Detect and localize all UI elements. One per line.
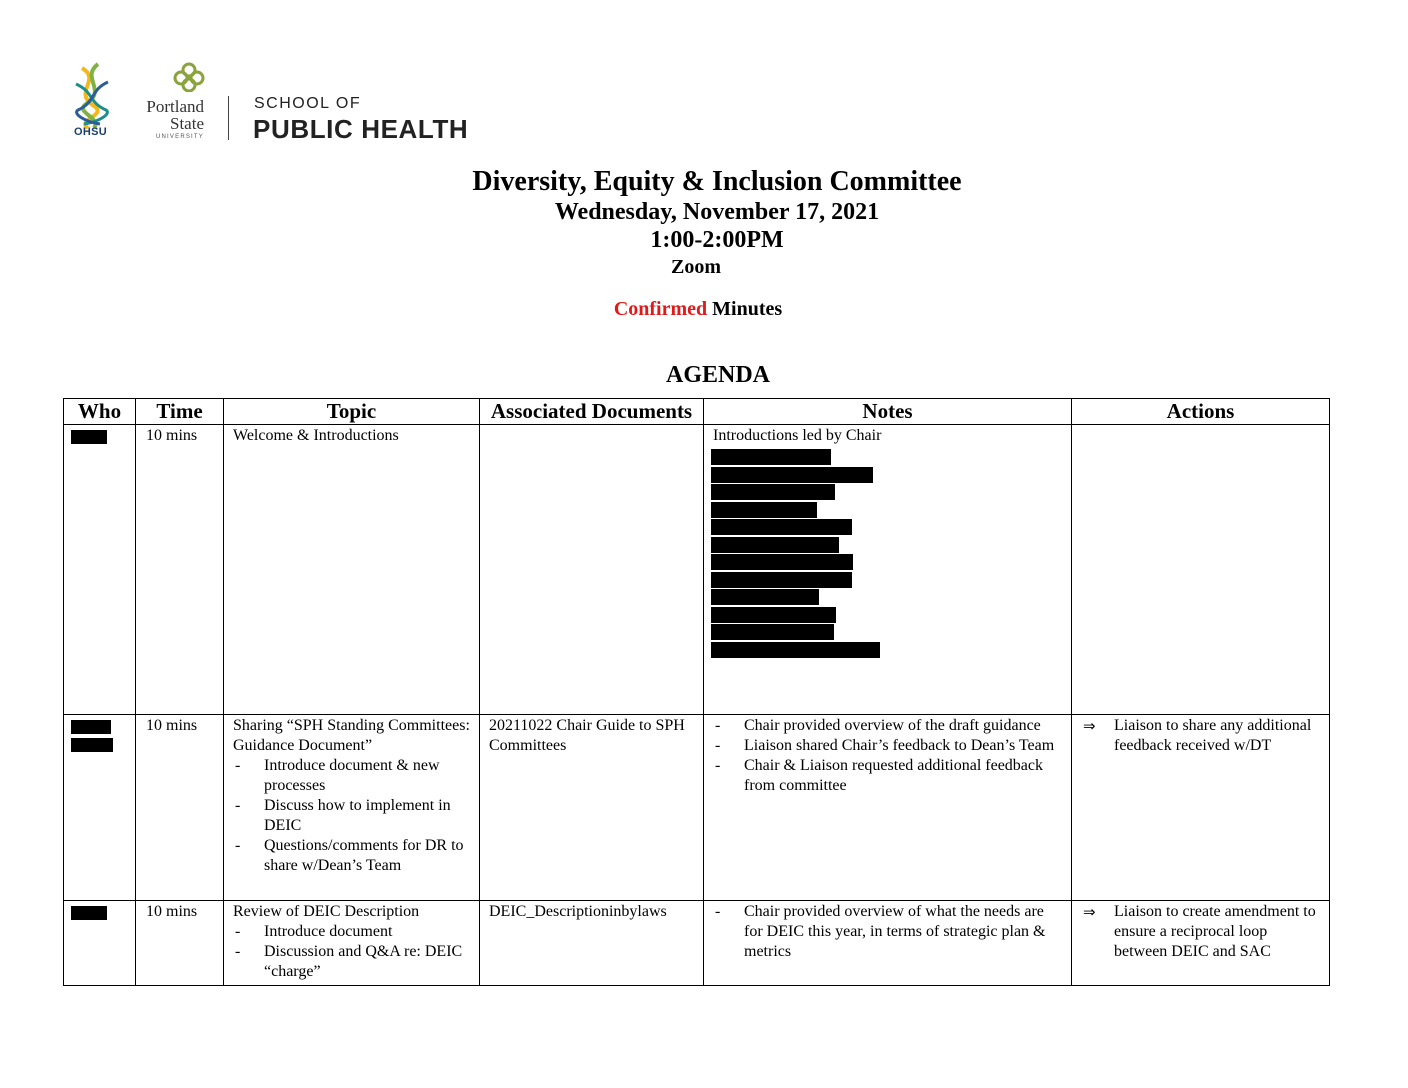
- minutes-label: Minutes: [707, 298, 783, 320]
- list-item: - Discussion and Q&A re: DEIC “charge”: [233, 942, 471, 982]
- action-item: ⇒ Liaison to create amendment to ensure a reciprocal loop between DEIC and SAC: [1081, 902, 1321, 962]
- who-cell: [64, 901, 136, 986]
- notes-intro: Introductions led by Chair: [713, 427, 882, 444]
- redacted-line: [713, 623, 1063, 641]
- actions-list: [1081, 902, 1321, 962]
- committee-title: Diversity, Equity & Inclusion Committee: [472, 166, 962, 197]
- redacted-line: [713, 483, 1063, 501]
- actions-cell: [1072, 425, 1330, 715]
- table-header-row: [64, 399, 1330, 425]
- school-of-label: SCHOOL OF: [254, 95, 362, 112]
- topic-cell: [224, 901, 480, 986]
- psu-knot-icon: [171, 62, 207, 92]
- actions-cell: [1072, 901, 1330, 986]
- redacted-line: [713, 641, 1063, 659]
- school-logo-block: [68, 62, 498, 144]
- list-item: - Introduce document: [233, 922, 471, 942]
- redacted-line: [713, 588, 1063, 606]
- table-row: [64, 901, 1330, 986]
- list-item: - Questions/comments for DR to share w/Dean’s Team: [233, 836, 471, 876]
- documents-cell: [480, 425, 704, 715]
- topic-cell: [224, 715, 480, 901]
- table-row: [64, 425, 1330, 715]
- logo-divider: [228, 96, 229, 140]
- topic-list: [233, 922, 471, 982]
- list-item: - Chair & Liaison requested additional feedback from committee: [713, 756, 1063, 796]
- action-item: ⇒ Liaison to share any additional feedback received w/DT: [1081, 716, 1321, 756]
- psu-university-label: UNIVERSITY: [155, 134, 204, 140]
- notes-cell: [704, 425, 1072, 715]
- notes-list: [713, 716, 1063, 796]
- documents-cell: DEIC_Descriptioninbylaws: [480, 901, 704, 986]
- ohsu-wordmark: OHSU: [74, 126, 107, 138]
- topic-title: Sharing “SPH Standing Committees: Guidance Document”: [233, 717, 470, 754]
- list-item: - Introduce document & new processes: [233, 756, 471, 796]
- meeting-location: Zoom: [671, 256, 721, 278]
- redacted-line: [713, 466, 1063, 484]
- who-cell: [64, 715, 136, 901]
- actions-list: [1081, 716, 1321, 756]
- redacted-line: [713, 571, 1063, 589]
- column-header-time: Time: [136, 399, 224, 425]
- actions-cell: [1072, 715, 1330, 901]
- column-header-documents: Associated Documents: [480, 399, 704, 425]
- redacted-attendee-list: [713, 448, 1063, 658]
- table-row: [64, 715, 1330, 901]
- redacted-line: [713, 501, 1063, 519]
- redacted-name: [71, 720, 111, 734]
- agenda-heading: AGENDA: [665, 362, 770, 388]
- notes-cell: [704, 715, 1072, 901]
- redacted-name: [71, 430, 107, 444]
- list-item: - Chair provided overview of the draft guidance: [713, 716, 1063, 736]
- redacted-line: [713, 553, 1063, 571]
- column-header-who: Who: [64, 399, 136, 425]
- redacted-line: [713, 536, 1063, 554]
- redacted-line: [713, 448, 1063, 466]
- minutes-status: [0, 298, 1402, 321]
- column-header-notes: Notes: [704, 399, 1072, 425]
- list-item: - Discuss how to implement in DEIC: [233, 796, 471, 836]
- list-item: - Chair provided overview of what the needs are for DEIC this year, in terms of strategic plan & metrics: [713, 902, 1063, 962]
- time-cell: 10 mins: [136, 901, 224, 986]
- meeting-date: Wednesday, November 17, 2021: [554, 199, 880, 225]
- confirmed-label: Confirmed: [613, 298, 708, 320]
- redacted-name: [71, 738, 113, 752]
- column-header-actions: Actions: [1072, 399, 1330, 425]
- time-cell: 10 mins: [136, 425, 224, 715]
- documents-cell: 20211022 Chair Guide to SPH Committees: [480, 715, 704, 901]
- public-health-label: PUBLIC HEALTH: [253, 114, 469, 144]
- topic-list: [233, 756, 471, 876]
- notes-cell: [704, 901, 1072, 986]
- redacted-line: [713, 606, 1063, 624]
- topic-title: Review of DEIC Description: [233, 903, 420, 920]
- meeting-time: 1:00-2:00PM: [650, 227, 784, 253]
- notes-list: [713, 902, 1063, 962]
- redacted-line: [713, 518, 1063, 536]
- agenda-table: [63, 398, 1330, 986]
- redacted-name: [71, 906, 107, 920]
- list-item: - Liaison shared Chair’s feedback to Dean’s Team: [713, 736, 1063, 756]
- time-cell: 10 mins: [136, 715, 224, 901]
- psu-wordmark: Portland State: [146, 97, 204, 133]
- who-cell: [64, 425, 136, 715]
- topic-cell: Welcome & Introductions: [224, 425, 480, 715]
- column-header-topic: Topic: [224, 399, 480, 425]
